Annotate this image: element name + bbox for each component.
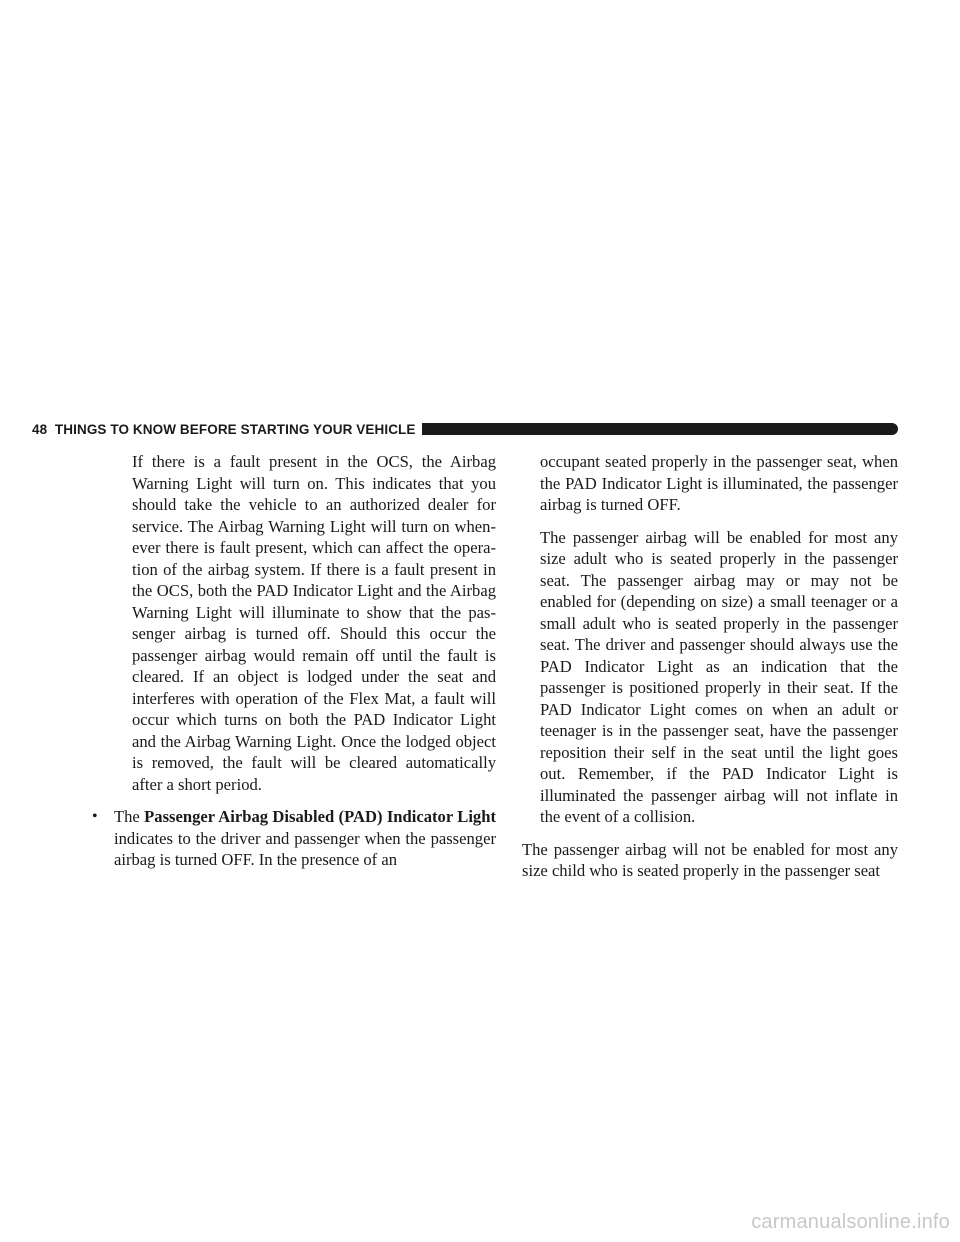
bullet-icon: •: [92, 808, 98, 825]
page-number: 48: [32, 421, 48, 437]
pad-bullet-item: [92, 806, 496, 871]
section-title: THINGS TO KNOW BEFORE STARTING YOUR VEHICLE: [54, 421, 416, 437]
fault-paragraph: If there is a fault present in the OCS, the Airbag Warning Light will turn on. This indicates that you should take the vehicle to an authorized dealer for service. The Airbag Warning Light will turn on when-ever there is fault present, which can affect the opera-tion of the airbag system. If there is a fault present in the OCS, both the PAD Indicator Light and the Airbag Warning Light will illuminate to show that the pas-senger airbag is turned off. Should this occur the passenger airbag would remain off until the fault is cleared. If an object is lodged under the seat and interferes with operation of the Flex Mat, a fault will occur which turns on both the PAD Indicator Light and the Airbag Warning Light. Once the lodged object is removed, the fault will be cleared automatically after a short period.: [132, 452, 496, 794]
bullet-lead: The: [114, 807, 145, 826]
page-header: [32, 418, 898, 440]
enabled-paragraph: The passenger airbag will be enabled for most any size adult who is seated properly in the passenger seat. The passenger airbag may or may not be enabled for (depending on size) a small teenager or a small adult who is seated properly in the passenger seat. The driver and passenger should always use the PAD Indicator Light as an indication that the passenger is positioned properly in their seat. If the PAD Indicator Light comes on when an adult or teenager is in the passenger seat, have the passenger reposition their self in the seat until the light goes out. Remember, if the PAD Indicator Light is illuminated the passenger airbag will not inflate in the event of a collision.: [540, 527, 898, 826]
left-column: [92, 451, 496, 871]
bullet-rest: indicates to the driver and passenger when the passenger airbag is turned OFF. In the presence of an: [114, 828, 496, 869]
child-paragraph: The passenger airbag will not be enabled for most any size child who is seated properly in the passenger seat: [522, 839, 898, 880]
watermark: carmanualsonline.info: [751, 1211, 950, 1233]
pad-indicator-term: Passenger Airbag Disabled (PAD) Indicator Light: [144, 807, 496, 826]
continuation-paragraph: occupant seated properly in the passenger seat, when the PAD Indicator Light is illuminated, the passenger airbag is turned OFF.: [540, 452, 898, 514]
header-rule: [422, 423, 899, 435]
right-column: [522, 451, 898, 893]
pad-bullet-text: [114, 806, 496, 871]
page-header-text: [32, 422, 416, 437]
